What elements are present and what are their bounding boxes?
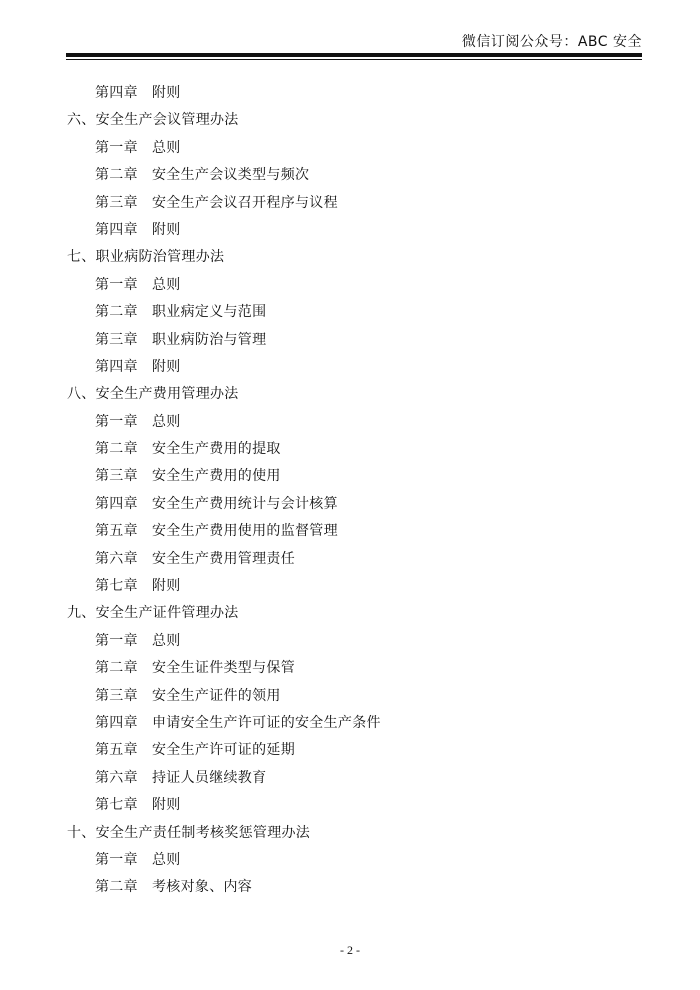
chapter-number: 第三章 [95, 687, 138, 704]
chapter-title: 总则 [152, 276, 181, 293]
chapter-number: 第二章 [95, 167, 138, 184]
toc-chapter-entry [0, 874, 700, 901]
toc-chapter-entry [0, 628, 700, 655]
table-of-contents [0, 80, 700, 902]
toc-chapter-entry [0, 80, 700, 107]
chapter-number: 第七章 [95, 797, 138, 814]
header-rule-thick [66, 53, 642, 57]
chapter-title: 附则 [152, 85, 181, 101]
chapter-number: 第六章 [95, 769, 138, 786]
toc-chapter-entry [0, 683, 700, 710]
toc-chapter-entry [0, 655, 700, 682]
toc-chapter-entry [0, 491, 700, 518]
header-text: 微信订阅公众号：ABC 安全 [461, 34, 642, 50]
chapter-number: 第四章 [95, 358, 138, 375]
chapter-title: 申请安全生产许可证的安全生产条件 [152, 714, 381, 731]
chapter-title: 安全生产许可证的延期 [152, 742, 295, 759]
chapter-number: 第四章 [95, 221, 138, 238]
chapter-title: 安全生产证件的领用 [152, 687, 281, 704]
chapter-number: 第二章 [95, 879, 138, 896]
chapter-number: 第三章 [95, 468, 138, 485]
chapter-title: 附则 [152, 797, 181, 814]
chapter-number: 第七章 [95, 578, 138, 595]
toc-chapter-entry [0, 409, 700, 436]
toc-chapter-entry [0, 792, 700, 819]
chapter-number: 第四章 [95, 495, 138, 512]
chapter-number: 第五章 [95, 742, 138, 759]
chapter-number: 第二章 [95, 441, 138, 458]
chapter-number: 第一章 [95, 139, 138, 156]
chapter-title: 安全生产费用的提取 [152, 441, 281, 458]
chapter-title: 总则 [152, 139, 181, 156]
toc-chapter-entry [0, 190, 700, 217]
chapter-title: 职业病定义与范围 [152, 304, 267, 321]
chapter-number: 第二章 [95, 660, 138, 677]
chapter-title: 考核对象、内容 [152, 879, 253, 896]
chapter-number: 第一章 [95, 851, 138, 868]
toc-chapter-entry [0, 272, 700, 299]
header-rule-thin [66, 59, 642, 60]
toc-chapter-entry [0, 546, 700, 573]
chapter-number: 第一章 [95, 276, 138, 293]
page-number: - 2 - [340, 943, 360, 957]
toc-section-heading: 八、安全生产费用管理办法 [67, 386, 239, 403]
toc-section-heading: 七、职业病防治管理办法 [67, 249, 225, 266]
toc-chapter-entry [0, 737, 700, 764]
chapter-title: 总则 [152, 413, 181, 430]
chapter-number: 第六章 [95, 550, 138, 567]
toc-chapter-entry [0, 327, 700, 354]
toc-chapter-entry [0, 354, 700, 381]
toc-chapter-entry [0, 765, 700, 792]
chapter-title: 安全生产费用统计与会计核算 [152, 495, 338, 512]
chapter-number: 第五章 [95, 523, 138, 540]
chapter-number: 第四章 [95, 714, 138, 731]
chapter-title: 附则 [152, 221, 181, 238]
toc-chapter-entry [0, 710, 700, 737]
chapter-number: 第三章 [95, 331, 138, 348]
toc-section-heading: 六、安全生产会议管理办法 [67, 112, 239, 129]
toc-chapter-entry [0, 436, 700, 463]
toc-chapter-entry [0, 135, 700, 162]
toc-chapter-entry [0, 573, 700, 600]
chapter-title: 总则 [152, 851, 181, 868]
chapter-number: 第二章 [95, 304, 138, 321]
toc-chapter-entry [0, 847, 700, 874]
chapter-title: 安全生产费用使用的监督管理 [152, 523, 338, 540]
chapter-title: 总则 [152, 632, 181, 649]
toc-chapter-entry [0, 518, 700, 545]
chapter-number: 第四章 [95, 85, 138, 101]
toc-section-heading: 九、安全生产证件管理办法 [67, 605, 239, 622]
chapter-title: 附则 [152, 578, 181, 595]
toc-chapter-entry [0, 162, 700, 189]
chapter-title: 职业病防治与管理 [152, 331, 267, 348]
chapter-title: 安全生产会议召开程序与议程 [152, 194, 338, 211]
chapter-title: 附则 [152, 358, 181, 375]
toc-chapter-entry [0, 217, 700, 244]
chapter-number: 第一章 [95, 413, 138, 430]
chapter-number: 第三章 [95, 194, 138, 211]
chapter-number: 第一章 [95, 632, 138, 649]
chapter-title: 持证人员继续教育 [152, 769, 267, 786]
toc-chapter-entry [0, 299, 700, 326]
chapter-title: 安全生产会议类型与频次 [152, 167, 310, 184]
toc-chapter-entry [0, 463, 700, 490]
toc-section-heading: 十、安全生产责任制考核奖惩管理办法 [67, 824, 311, 841]
chapter-title: 安全生产费用的使用 [152, 468, 281, 485]
chapter-title: 安全生证件类型与保管 [152, 660, 295, 677]
chapter-title: 安全生产费用管理责任 [152, 550, 295, 567]
